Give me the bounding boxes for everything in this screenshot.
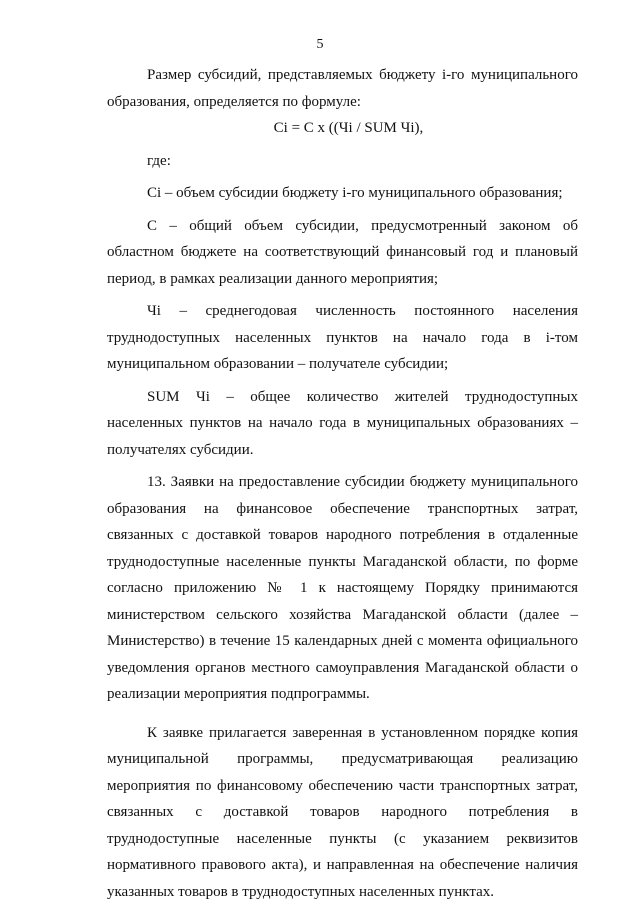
formula: Ci = C x ((Чi / SUM Чi), (273, 120, 424, 136)
paragraph-where: где: (147, 152, 171, 169)
paragraph-sum-definition: SUM Чi – общее количество жителей труднодоступных населенных пунктов на начало года в муниципальных образованиях – получателях субсидии. (107, 388, 578, 458)
paragraph-ci-definition: Ci – объем субсидии бюджету i-го муниципального образования; (147, 185, 563, 201)
document-body (107, 62, 578, 905)
paragraph-subsidy-size: Размер субсидий, представляемых бюджету i-го муниципального образования, определяется по формуле: (107, 67, 578, 110)
paragraph-c-definition: C – общий объем субсидии, предусмотренный законом об областном бюджете на соответствующий финансовый год и плановый период, в рамках реализации данного мероприятия; (107, 217, 578, 287)
paragraph-attachment: К заявке прилагается заверенная в установленном порядке копия муниципальной программы, предусматривающая реализацию мероприятия по финансовому обеспечению части транспортных затрат, связанных с доставкой товаров народного потребления в труднодоступные населенные пункты (с указанием реквизитов нормативного правового акта), и направленная на обеспечение наличия указанных товаров в труднодоступных населенных пунктах. (107, 724, 578, 900)
paragraph-chi-definition: Чi – среднегодовая численность постоянного населения труднодоступных населенных пунктов на начало года в i-том муниципальном образовании – получателе субсидии; (107, 303, 578, 372)
page-number: 5 (316, 37, 324, 52)
paragraph-13: 13. Заявки на предоставление субсидии бюджету муниципального образования на финансовое обеспечение транспортных затрат, связанных с доставкой товаров народного потребления в отдаленные труднодоступные населенные пункты Магаданской области, по форме согласно приложению № 1 к настоящему Порядку принимаются министерством сельского хозяйства Магаданской области (далее – Министерство) в течение 15 календарных дней с момента официального уведомления органов местного самоуправления Магаданской области о реализации мероприятия подпрограммы. (107, 474, 578, 702)
